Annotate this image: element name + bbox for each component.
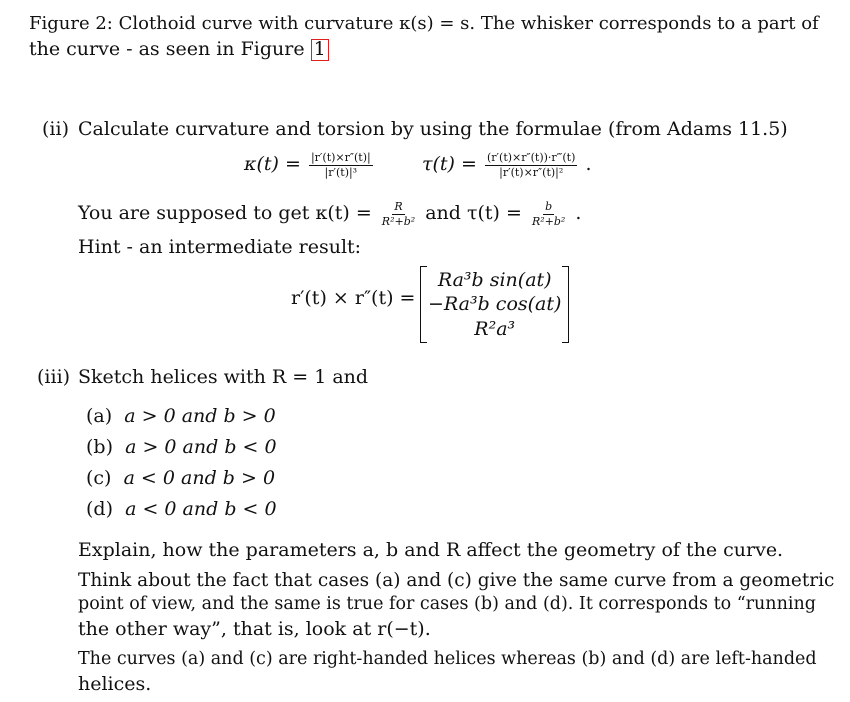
case-b-label: (b) — [86, 436, 113, 458]
figure-reference-link[interactable]: 1 — [311, 39, 329, 61]
think-paragraph-line1: Think about the fact that cases (a) and (c) give the same curve from a geometric — [78, 570, 835, 591]
part-ii-instruction: Calculate curvature and torsion by using the formulae (from Adams 11.5) — [78, 118, 788, 140]
explain-paragraph: Explain, how the parameters a, b and R affect the geometry of the curve. — [78, 539, 784, 561]
case-c-label: (c) — [86, 467, 112, 489]
curvature-fraction — [309, 152, 373, 178]
hint-text: Hint - an intermediate result: — [78, 236, 362, 258]
case-a — [86, 405, 276, 428]
part-ii-label: (ii) — [42, 118, 69, 140]
cross-product-lhs: r′(t) × r″(t) = — [291, 287, 416, 309]
torsion-formula — [422, 152, 592, 178]
think-paragraph-line2: point of view, and the same is true for cases (b) and (d). It corresponds to “running — [78, 594, 816, 614]
expected-period: . — [575, 202, 582, 225]
expected-curvature-denominator: R²+b² — [381, 214, 416, 228]
cross-product-matrix — [420, 266, 569, 343]
case-a-text: a > 0 and b > 0 — [124, 405, 276, 427]
handedness-paragraph-line1: The curves (a) and (c) are right-handed helices whereas (b) and (d) are left-handed — [78, 649, 817, 669]
case-d — [86, 498, 277, 521]
case-d-text: a < 0 and b < 0 — [125, 498, 277, 520]
figure-caption-line2-text: the curve - as seen in Figure — [29, 38, 305, 60]
curvature-lhs: κ(t) = — [244, 153, 301, 176]
curvature-numerator: |r′(t)×r″(t)| — [310, 151, 371, 164]
case-c-text: a < 0 and b > 0 — [123, 467, 276, 489]
case-d-label: (d) — [86, 498, 113, 520]
torsion-numerator: (r′(t)×r″(t))·r‴(t) — [486, 151, 576, 164]
handedness-paragraph-line2: helices. — [78, 673, 152, 695]
torsion-lhs: τ(t) = — [422, 153, 477, 176]
case-a-label: (a) — [86, 405, 113, 427]
case-b — [86, 436, 277, 459]
curvature-formula — [244, 152, 375, 178]
expected-curvature-numerator: R — [394, 200, 403, 213]
column-vector — [420, 266, 569, 343]
expected-prefix: You are supposed to get κ(t) = — [78, 202, 372, 225]
case-b-text: a > 0 and b < 0 — [125, 436, 277, 458]
torsion-denominator: |r′(t)×r″(t)|² — [499, 165, 564, 179]
case-c — [86, 467, 275, 490]
matrix-row-3: R²a³ — [474, 317, 516, 340]
part-iii-label: (iii) — [37, 366, 71, 388]
matrix-row-1: Ra³b sin(at) — [437, 269, 552, 291]
torsion-fraction — [485, 152, 577, 178]
figure-caption-line2 — [29, 38, 329, 61]
matrix-row-2: −Ra³b cos(at) — [428, 293, 562, 316]
expected-torsion-fraction — [530, 201, 567, 227]
expected-result — [78, 201, 581, 227]
figure-caption-line1: Figure 2: Clothoid curve with curvature κ(s) = s. The whisker corresponds to a part of — [29, 13, 819, 34]
curvature-denominator: |r′(t)|³ — [324, 165, 358, 179]
expected-torsion-numerator: b — [545, 200, 553, 213]
think-paragraph-line3: the other way”, that is, look at r(−t). — [78, 618, 431, 640]
expected-curvature-fraction — [380, 201, 417, 227]
expected-torsion-denominator: R²+b² — [531, 214, 566, 228]
expected-mid: and τ(t) = — [425, 202, 522, 225]
part-iii-instruction: Sketch helices with R = 1 and — [78, 366, 369, 388]
torsion-period: . — [585, 153, 592, 176]
